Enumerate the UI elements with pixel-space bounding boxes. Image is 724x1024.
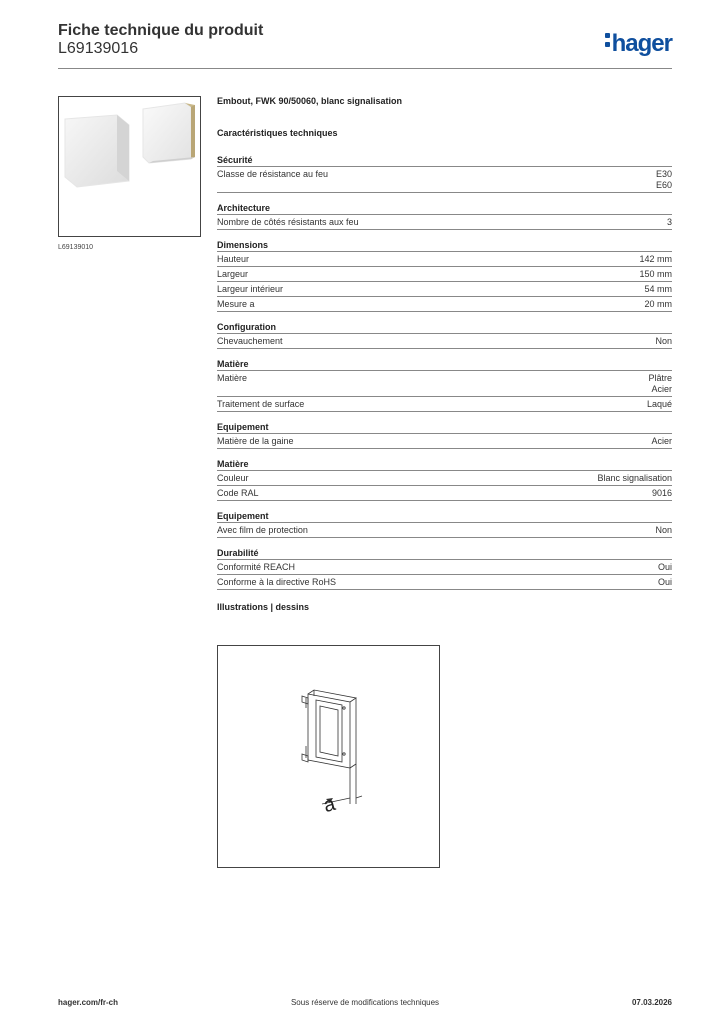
spec-group-title: Sécurité: [217, 155, 672, 167]
spec-row: [217, 560, 672, 575]
spec-row: [217, 575, 672, 590]
logo-dots-icon: [605, 33, 610, 49]
spec-group-title: Equipement: [217, 511, 672, 523]
spec-group-title: Architecture: [217, 203, 672, 215]
spec-value-line: Acier: [651, 436, 672, 446]
spec-groups: [217, 155, 672, 590]
spec-label: Avec film de protection: [217, 525, 308, 535]
spec-label: Code RAL: [217, 488, 259, 498]
spec-group: [217, 203, 672, 230]
spec-label: Matière: [217, 373, 248, 383]
spec-row: [217, 215, 672, 230]
page-header: [58, 22, 672, 68]
technical-drawing: [217, 645, 440, 868]
footer-notice: Sous réserve de modifications techniques: [290, 998, 440, 1007]
product-photo-icon: [59, 97, 200, 236]
spec-group-title: Equipement: [217, 422, 672, 434]
spec-label: Classe de résistance au feu: [217, 169, 329, 179]
spec-label: Traitement de surface: [217, 399, 305, 409]
spec-value: [651, 436, 672, 447]
spec-group-title: Durabilité: [217, 548, 672, 560]
spec-value-line: E30: [655, 169, 672, 179]
spec-value: [644, 284, 672, 295]
spec-value-line: Plâtre: [648, 373, 672, 383]
spec-value: [658, 562, 672, 573]
spec-label: Largeur intérieur: [217, 284, 284, 294]
spec-value: [658, 577, 672, 588]
spec-value-line: Blanc signalisation: [597, 473, 672, 483]
spec-group: [217, 459, 672, 501]
spec-value-line: Laqué: [646, 399, 672, 409]
spec-value: [597, 473, 672, 484]
spec-group: [217, 155, 672, 193]
spec-value-line: 142 mm: [639, 254, 672, 264]
spec-value: [648, 373, 672, 395]
spec-group: [217, 240, 672, 312]
header-divider: [58, 68, 672, 69]
spec-value-line: Non: [655, 525, 672, 535]
spec-value: [656, 169, 672, 191]
illustrations-title: Illustrations | dessins: [217, 602, 310, 612]
spec-row: [217, 334, 672, 349]
spec-row: [217, 486, 672, 501]
spec-row: [217, 167, 672, 193]
spec-value-line: 20 mm: [644, 299, 672, 309]
product-photo: [58, 96, 201, 237]
spec-label: Conforme à la directive RoHS: [217, 577, 337, 587]
spec-value-line: 3: [666, 217, 672, 227]
spec-row: [217, 282, 672, 297]
spec-label: Mesure a: [217, 299, 255, 309]
spec-row: [217, 297, 672, 312]
spec-label: Largeur: [217, 269, 249, 279]
spec-value-line: Non: [655, 336, 672, 346]
spec-value: [652, 488, 672, 499]
spec-row: [217, 434, 672, 449]
dimension-label-a: a: [321, 792, 338, 818]
spec-row: [217, 397, 672, 412]
spec-value-line: E60: [655, 180, 672, 190]
spec-label: Chevauchement: [217, 336, 283, 346]
spec-value: [644, 299, 672, 310]
spec-value: [639, 269, 672, 280]
technical-drawing-icon: [218, 646, 439, 867]
spec-value-line: 150 mm: [639, 269, 672, 279]
spec-group: [217, 548, 672, 590]
spec-value-line: Acier: [651, 384, 672, 394]
spec-group: [217, 359, 672, 412]
spec-row: [217, 252, 672, 267]
spec-group-title: Configuration: [217, 322, 672, 334]
spec-value: [647, 399, 672, 410]
document-title: Fiche technique du produit: [58, 22, 264, 39]
spec-label: Couleur: [217, 473, 249, 483]
spec-label: Matière de la gaine: [217, 436, 294, 446]
spec-row: [217, 371, 672, 397]
product-name: Embout, FWK 90/50060, blanc signalisation: [217, 96, 403, 106]
spec-value: [639, 254, 672, 265]
spec-value: [655, 525, 672, 536]
spec-group-title: Dimensions: [217, 240, 672, 252]
hager-logo: [605, 30, 672, 58]
footer-date: 07.03.2026: [631, 998, 672, 1007]
spec-group: [217, 322, 672, 349]
spec-value-line: 54 mm: [644, 284, 672, 294]
footer-website[interactable]: hager.com/fr-ch: [58, 998, 119, 1007]
spec-value-line: Oui: [657, 562, 672, 572]
spec-value: [667, 217, 672, 228]
spec-label: Hauteur: [217, 254, 250, 264]
spec-value-line: 9016: [651, 488, 672, 498]
spec-row: [217, 267, 672, 282]
spec-section-title: Caractéristiques techniques: [217, 128, 338, 138]
logo-text: hager: [611, 30, 672, 57]
spec-value-line: Oui: [657, 577, 672, 587]
spec-group-title: Matière: [217, 459, 672, 471]
spec-label: Conformité REACH: [217, 562, 296, 572]
spec-row: [217, 471, 672, 486]
spec-row: [217, 523, 672, 538]
spec-group-title: Matière: [217, 359, 672, 371]
spec-content: [217, 96, 672, 612]
photo-caption: L69139010: [58, 244, 94, 251]
spec-group: [217, 511, 672, 538]
spec-value: [655, 336, 672, 347]
spec-label: Nombre de côtés résistants aux feu: [217, 217, 359, 227]
spec-group: [217, 422, 672, 449]
product-reference: L69139016: [58, 40, 139, 57]
